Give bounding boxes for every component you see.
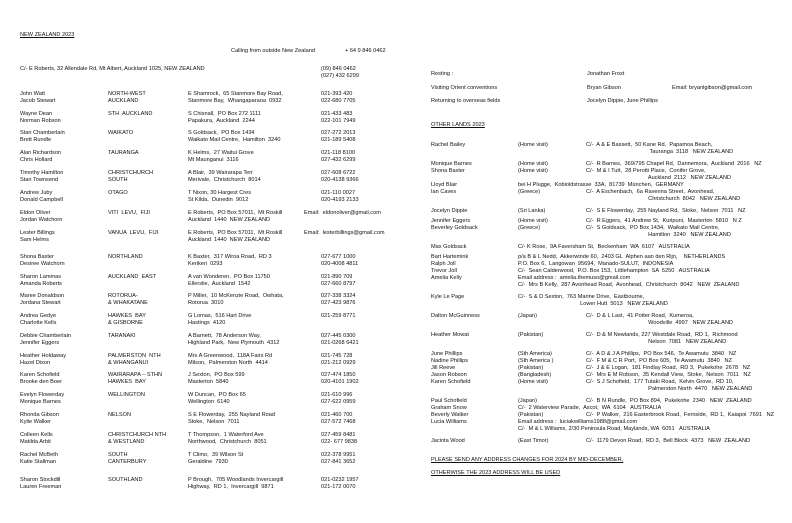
phone-number: 022-378 9951: [321, 452, 356, 458]
overseas-entry: [396, 313, 792, 327]
member-name: Bart Hartemink: [431, 254, 469, 260]
member-name: Andrew Juby: [20, 190, 53, 196]
member-name: Trevor Joll: [431, 268, 457, 274]
address-line: Mt Maunganui 3116: [188, 157, 239, 163]
role-value: Jonathan Frost: [587, 71, 625, 77]
address-line: Auckland 1440 NEW ZEALAND: [188, 237, 271, 243]
destination-label: (Japan): [518, 313, 537, 319]
email-address: Email: eldonoliver@gmail.com: [304, 210, 381, 216]
region-label: OTAGO: [108, 190, 128, 196]
member-name: Karen Schofield: [20, 372, 60, 378]
nz-entry: [0, 111, 396, 125]
member-name: Jill Reeve: [431, 365, 456, 371]
member-name: Sharon Lammas: [20, 274, 62, 280]
overseas-entry: [396, 142, 792, 156]
member-name: Lauren Freeman: [20, 484, 62, 490]
region-label: & GISBORNE: [108, 320, 143, 326]
overseas-entry: [396, 294, 792, 308]
destination-label: (Greece): [518, 189, 541, 195]
member-name: Kyle Le Page: [431, 294, 465, 300]
destination-label: (Sth America): [518, 351, 552, 357]
address-line: T Thompson, 1 Waterford Ave: [188, 432, 264, 438]
address-line: Northwood, Christchurch 8051: [188, 439, 267, 445]
address-line: Merivale, Christchurch 8014: [188, 177, 261, 183]
phone-number: 020-4138 9366: [321, 177, 359, 183]
member-name: Amanda Roberts: [20, 281, 62, 287]
phone-number: 027-423 9876: [321, 300, 356, 306]
nz-entry: [0, 254, 396, 268]
phone-number: 021-118 8100: [321, 150, 356, 156]
phone-number: 021-110 0027: [321, 190, 356, 196]
region-label: WAIRARAPA – STHN: [108, 372, 163, 378]
address-line: K Helms, 27 Waitui Grove: [188, 150, 254, 156]
member-name: Colleen Kells: [20, 432, 53, 438]
member-name: Karen Schofield: [431, 379, 471, 385]
member-name: Norman Robson: [20, 118, 61, 124]
phone-number: 027-445 0300: [321, 333, 356, 339]
role-email: Email: bryanlgibson@gmail.com: [672, 85, 752, 91]
member-name: Beverly Walker: [431, 412, 469, 418]
address-line: Stanmore Bay, Whangaparaoa 0932: [188, 98, 282, 104]
member-name: Jennifer Eggers: [431, 218, 471, 224]
member-name: Sam Helms: [20, 237, 49, 243]
region-label: ROTORUA-: [108, 293, 138, 299]
phone-number: 021-0232 1957: [321, 477, 359, 483]
address-line: E Shamrock, 65 Stanmore Bay Road,: [188, 91, 283, 97]
member-name: Rachel Bailey: [431, 142, 466, 148]
phone-number: 021-433 483: [321, 111, 353, 117]
address-line: C/- 1179 Devon Road, RD 3, Bell Block 4373 NEW ZEALAND: [586, 438, 751, 444]
member-name: Matilda Arbit: [20, 439, 51, 445]
member-name: Ian Caves: [431, 189, 457, 195]
member-name: Rachel McBeth: [20, 452, 58, 458]
address-line: C/- Mrs B Kelly, 287 Avonhead Road, Avonhead, Christchurch 8042 NEW ZEALAND: [518, 282, 740, 288]
member-name: Shona Baxter: [431, 168, 465, 174]
address-line: Waikato Mail Centre, Hamilton 3240: [188, 137, 281, 143]
member-name: Jennifer Eggers: [20, 340, 60, 346]
phone-number: 021-259 8771: [321, 313, 356, 319]
member-name: Hazel Dixon: [20, 360, 51, 366]
member-name: Chris Hollard: [20, 157, 53, 163]
member-name: Sharon Stockdill: [20, 477, 61, 483]
address-line: C/- A & E Bassett, 50 Kane Rd, Papamoa Beach,: [586, 142, 713, 148]
nz-entry: [0, 432, 396, 446]
member-name: Max Goldsack: [431, 244, 467, 250]
member-name: Amelia Kelly: [431, 275, 462, 281]
office-phone: (09) 846 0462: [321, 66, 356, 72]
phone-number: 027-622 0959: [321, 399, 356, 405]
address-line: T Nixon, 30 Hargest Cres: [188, 190, 252, 196]
member-name: Alan Richardson: [20, 150, 62, 156]
role-value: Bryan Gibson: [587, 85, 621, 91]
member-name: Debbie Chamberlain: [20, 333, 71, 339]
destination-label: (East Timor): [518, 438, 549, 444]
address-line: Lower Hutt 5013 NEW ZEALAND: [518, 301, 668, 307]
member-name: Desiree Watchorn: [20, 261, 65, 267]
phone-number: 027-677 1000: [321, 254, 356, 260]
address-line: Ellerslie, Auckland 1542: [188, 281, 251, 287]
nz-entry: [0, 190, 396, 204]
region-label: SOUTH: [108, 452, 128, 458]
address-line: E Roberts, PO Box 57011, Mt Roskill: [188, 210, 283, 216]
phone-number: 021-172 0070: [321, 484, 356, 490]
address-line: C/- S Goldsack, PO Box 1434, Waikato Mail Centre,: [586, 225, 720, 231]
address-line: Rotorua 3010: [188, 300, 224, 306]
member-name: Jordana Stewart: [20, 300, 61, 306]
address-line: Highway, RD 1, Invercargill 9871: [188, 484, 274, 490]
member-name: Brett Rundle: [20, 137, 52, 143]
overseas-entry: [396, 168, 792, 182]
destination-label: (Pakistan): [518, 365, 544, 371]
nz-entry: [0, 353, 396, 367]
region-label: & WHAKATANE: [108, 300, 148, 306]
address-line: Stoke, Nelson 7011: [188, 419, 240, 425]
address-line: A van Wonderen, PO Box 11750: [188, 274, 270, 280]
member-name: Nadine Phillips: [431, 358, 469, 364]
address-line: Mrs A Greenwood, 118A Fairs Rd: [188, 353, 273, 359]
region-label: TARANAKI: [108, 333, 136, 339]
phone-number: 027-474 1850: [321, 372, 356, 378]
member-name: Charlotte Kells: [20, 320, 57, 326]
phone-number: 021-745 728: [321, 353, 353, 359]
region-label: VITI LEVU, FIJI: [108, 210, 150, 216]
address-line: Highland Park, New Plymouth 4312: [188, 340, 280, 346]
address-line: T Climo, 39 Wilson St: [188, 452, 244, 458]
member-name: Donald Campbell: [20, 197, 63, 203]
nz-entry: [0, 477, 396, 491]
phone-number: 022- 677 9838: [321, 439, 358, 445]
address-line: J Sexton, PO Box 599: [188, 372, 245, 378]
phone-number: 027-338 3324: [321, 293, 356, 299]
nz-entry: [0, 392, 396, 406]
destination-label: (Home visit): [518, 161, 548, 167]
phone-number: 027-432 6299: [321, 157, 356, 163]
nz-entry: [0, 293, 396, 307]
destination-label: (Home visit): [518, 218, 548, 224]
member-name: Wayne Dean: [20, 111, 53, 117]
destination-label: (Pakistan): [518, 412, 544, 418]
address-line: C/- F M & C R Port, PO Box 605, Te Awamutu 3840 NZ: [586, 358, 732, 364]
phone-number: 021-0268 6421: [321, 340, 359, 346]
region-label: VANUA LEVU, FIJI: [108, 230, 159, 236]
phone-number: 027-572 7468: [321, 419, 356, 425]
member-name: Ralph Joll: [431, 261, 456, 267]
office-phone: (027) 432 6299: [321, 73, 359, 79]
address-line: Geraldine 7930: [188, 459, 228, 465]
overseas-entry: [396, 225, 792, 239]
member-name: Dalton McGuinness: [431, 313, 480, 319]
address-line: Milson, Palmerston North 4414: [188, 360, 268, 366]
member-name: Eldon Oliver: [20, 210, 51, 216]
phone-number: 020-4008 4811: [321, 261, 359, 267]
other-lands-heading: OTHER LANDS 2023: [431, 122, 485, 128]
address-line: P Miller, 10 McKenzie Road, Owhata,: [188, 293, 284, 299]
address-line: Hastings 4120: [188, 320, 226, 326]
calling-code: + 64 9 846 0462: [345, 48, 386, 54]
nz-entry: [0, 372, 396, 386]
address-line: S Chisnall, PO Box 272 1111: [188, 111, 261, 117]
phone-number: 027-272 2013: [321, 130, 356, 136]
member-name: Jacinta Wood: [431, 438, 465, 444]
member-name: Katie Stallman: [20, 459, 57, 465]
nz-entry: [0, 230, 396, 244]
member-name: Brooke den Boer: [20, 379, 62, 385]
member-name: Monique Barnes: [431, 161, 472, 167]
nz-entry: [0, 91, 396, 105]
overseas-entry: [396, 189, 792, 203]
address-line: C/- M & I Tutt, 28 Perotti Place, Conifer Grove,: [586, 168, 706, 174]
member-name: Graham Snow: [431, 405, 467, 411]
phone-number: 027-841 3652: [321, 459, 356, 465]
phone-number: 021-460 700: [321, 412, 353, 418]
region-label: AUCKLAND EAST: [108, 274, 157, 280]
member-name: Timothy Hamilton: [20, 170, 64, 176]
phone-number: 020-4193 2133: [321, 197, 359, 203]
email-address: Email: lesterbillings@gmail.com: [304, 230, 385, 236]
phone-number: 027-660 8797: [321, 281, 356, 287]
member-name: Lloyd Blair: [431, 182, 458, 188]
address-line: A Blair, 39 Wairarapa Terr: [188, 170, 253, 176]
region-label: HAWKES BAY: [108, 379, 146, 385]
member-name: Jordan Watchorn: [20, 217, 63, 223]
address-line: Auckland 1440 NEW ZEALAND: [188, 217, 271, 223]
destination-label: (Greece): [518, 225, 541, 231]
region-label: STH AUCKLAND: [108, 111, 153, 117]
role-label: Visiting Orient conventions: [431, 85, 498, 91]
notice-line-1: PLEASE SEND ANY ADDRESS CHANGES FOR 2024 BY MID-DECEMBER,: [431, 457, 624, 463]
nz-entry: [0, 150, 396, 164]
phone-number: 020-4101 1902: [321, 379, 359, 385]
member-name: Jason Robson: [431, 372, 467, 378]
member-name: Andrea Gedye: [20, 313, 57, 319]
address-line: G Lomas, 516 Hart Drive: [188, 313, 252, 319]
address-line: C/- D & L Last, 41 Potter Road, Kumeroa,: [586, 313, 694, 319]
address-line: K Baxter, 317 Wiroa Road, RD 3: [188, 254, 272, 260]
member-name: Stan Chamberlain: [20, 130, 65, 136]
address-line: C/- R Eggers, 41 Andrew St, Kuripuni, Masterton 5810 N Z: [586, 218, 742, 224]
address-line: C/- J & E Logan, 181 Findlay Road, RD 3, Pukekohe 2678 NZ: [586, 365, 751, 371]
member-name: Heather Mowat: [431, 332, 469, 338]
nz-entry: [0, 130, 396, 144]
address-line: Masterton 5840: [188, 379, 229, 385]
office-address: C/- E Roberts, 32 Allendale Rd, Mt Albert, Auckland 1025, NEW ZEALAND: [20, 66, 205, 72]
address-line: Email address : luciakwilliams1988@gmail.com: [518, 419, 638, 425]
region-label: NORTHLAND: [108, 254, 143, 260]
nz-entry: [0, 452, 396, 466]
phone-number: 021-610 996: [321, 392, 353, 398]
calling-label: Calling from outside New Zealand: [231, 48, 315, 54]
nz-entry: [0, 274, 396, 288]
member-name: Evelyn Flowerday: [20, 392, 65, 398]
destination-label: (Home visit): [518, 168, 548, 174]
destination-label: (Bangladesh): [518, 372, 552, 378]
member-name: John Watt: [20, 91, 45, 97]
member-name: Maree Donaldson: [20, 293, 65, 299]
address-line: Christchurch 8042 NEW ZEALAND: [586, 196, 741, 202]
address-line: C/- S & D Sexton, 763 Marine Drive, Eastbourne,: [518, 294, 645, 300]
role-label: Returning to overseas fields: [431, 98, 501, 104]
address-line: Tauranga 3118 NEW ZEALAND: [586, 149, 734, 155]
destination-label: (Sth America ): [518, 358, 554, 364]
address-line: C/- S E Flowerday, 255 Nayland Rd, Stoke, Nelson 7011 NZ: [586, 208, 746, 214]
address-line: C/- S J Schofield, 177 Tutaki Road, Kelvin Grove, RD 10,: [586, 379, 734, 385]
region-label: SOUTH: [108, 177, 128, 183]
destination-label: (Pakistan): [518, 332, 544, 338]
member-name: Jacob Stewart: [20, 98, 56, 104]
region-label: & WESTLAND: [108, 439, 145, 445]
member-name: Rhonda Gibson: [20, 412, 59, 418]
phone-number: 021-890 709: [321, 274, 353, 280]
overseas-entry: [396, 438, 792, 452]
member-name: Lester Billings: [20, 230, 55, 236]
address-line: Papakura, Auckland 2244: [188, 118, 255, 124]
address-line: Wellington 6140: [188, 399, 230, 405]
region-label: NELSON: [108, 412, 132, 418]
address-line: Hamilton 3240 NEW ZEALAND: [586, 232, 731, 238]
overseas-entry: [396, 379, 792, 393]
address-line: W Duncan, PO Box 65: [188, 392, 246, 398]
address-line: C/- Sean Calderwood, P.O. Box 153, Littlehampton SA 5250 AUSTRALIA: [518, 268, 710, 274]
overseas-entry: [396, 332, 792, 346]
region-label: TAURANGA: [108, 150, 139, 156]
member-name: Jocelyn Dippie: [431, 208, 468, 214]
member-name: Lucia Williams: [431, 419, 467, 425]
member-name: June Phillips: [431, 351, 463, 357]
region-label: HAWKES BAY: [108, 313, 146, 319]
address-line: C/- A Eschenbach, 6a Ravenna Street, Avonhead,: [586, 189, 715, 195]
region-label: CHRISTCHURCH: [108, 170, 154, 176]
region-label: CANTERBURY: [108, 459, 147, 465]
address-line: Auckland 2112 NEW ZEALAND: [586, 175, 732, 181]
role-value: Jocelyn Dippie, June Phillips: [587, 98, 658, 104]
region-label: WELLINGTON: [108, 392, 145, 398]
address-line: C/- 2 Waterview Parade, Ascot, WA 6104 AUSTRALIA: [518, 405, 662, 411]
member-name: Kylie Walker: [20, 419, 51, 425]
member-name: Heather Holdaway: [20, 353, 67, 359]
address-line: P Brough, 705 Woodlands Invercargill: [188, 477, 284, 483]
address-line: S E Flowerday, 255 Nayland Road: [188, 412, 275, 418]
phone-number: 027-459 8481: [321, 432, 356, 438]
address-line: C/- R Barnes, 369/795 Chapel Rd, Dannemora, Auckland 2016 NZ: [586, 161, 762, 167]
address-line: Nelson 7081 NEW ZEALAND: [586, 339, 727, 345]
other-lands-list: [396, 0, 792, 523]
destination-label: (Sri Lanka): [518, 208, 546, 214]
address-line: C/- Mrs E M Robson, 35 Kendall View, Stoke, Nelson 7011 NZ: [586, 372, 751, 378]
destination-label: (Home visit): [518, 142, 548, 148]
region-label: & WHANGANUI: [108, 360, 149, 366]
nz-entry: [0, 313, 396, 327]
nz-entry: [0, 333, 396, 347]
role-label: Resting :: [431, 71, 454, 77]
member-name: Beverley Goldsack: [431, 225, 478, 231]
address-line: S Goldsack, PO Box 1434: [188, 130, 255, 136]
destination-label: (Japan): [518, 398, 537, 404]
address-line: C/- D & M Newlands, 227 Westdale Road, RD 1, Richmond: [586, 332, 738, 338]
address-line: C/- K Rose, 9A Faversham St, Beckenham WA 6107 AUSTRALIA: [518, 244, 690, 250]
address-line: C/- P Walker, 216 Easterbrook Road, Fernside, RD 1, Kaiapoi 7691 NZ: [586, 412, 775, 418]
member-name: Paul Schofield: [431, 398, 467, 404]
region-label: SOUTHLAND: [108, 477, 143, 483]
nz-entry: [0, 210, 396, 224]
nz-entry: [0, 412, 396, 426]
address-line: Woodville 4997 NEW ZEALAND: [586, 320, 733, 326]
region-label: AUCKLAND: [108, 98, 139, 104]
region-label: WAIKATO: [108, 130, 134, 136]
phone-number: 021-189 5408: [321, 137, 356, 143]
region-label: PALMERSTON NTH: [108, 353, 161, 359]
address-line: E Roberts, PO Box 57011, Mt Roskill: [188, 230, 283, 236]
address-line: C/- B N Rundle, PO Box 894, Pukekohe 2340 NEW ZEALAND: [586, 398, 752, 404]
notice-line-2: OTHERWISE THE 2023 ADDRESS WILL BE USED: [431, 470, 561, 476]
nz-entry: [0, 170, 396, 184]
phone-number: 022-680 7705: [321, 98, 356, 104]
address-line: Palmerston North 4470 NEW ZEALAND: [586, 386, 753, 392]
address-line: C/- A D & J A Phillips, PO Box 546, Te Awamutu 3840 NZ: [586, 351, 737, 357]
member-name: Shona Baxter: [20, 254, 54, 260]
phone-number: 027-608 6722: [321, 170, 356, 176]
nz-heading: NEW ZEALAND 2023: [20, 32, 75, 38]
address-line: P.O. Box 6, Langowan 95694, Manado-SULUT, INDONESIA: [518, 261, 674, 267]
address-line: p/a B & L Nedd, Akkerwinde 60, 2403 GL Alphen aan den Rijn, NETHERLANDS: [518, 254, 726, 260]
address-line: Kerikeri 0293: [188, 261, 223, 267]
address-line: St Kilda, Dunedin 9012: [188, 197, 249, 203]
address-line: A Barnett, 78 Anderson Way,: [188, 333, 261, 339]
member-name: Stan Townsend: [20, 177, 59, 183]
destination-label: (Home visit): [518, 379, 548, 385]
phone-number: 022-101 7949: [321, 118, 356, 124]
member-name: Monique Barnes: [20, 399, 61, 405]
address-line: bei H Plugge, Kobioldstrasse 33A, 81739 München, GERMANY: [518, 182, 684, 188]
region-label: CHRISTCHURCH NTH: [108, 432, 167, 438]
region-label: NORTH-WEST: [108, 91, 146, 97]
address-line: C/- M & L Williams, 2/30 Peninsula Road, Maylands, WA 6051 AUSTRALIA: [518, 426, 711, 432]
phone-number: 021-393 420: [321, 91, 353, 97]
phone-number: 021-212 0929: [321, 360, 356, 366]
address-line: Email address : amelia.themuso@gmail.com: [518, 275, 631, 281]
